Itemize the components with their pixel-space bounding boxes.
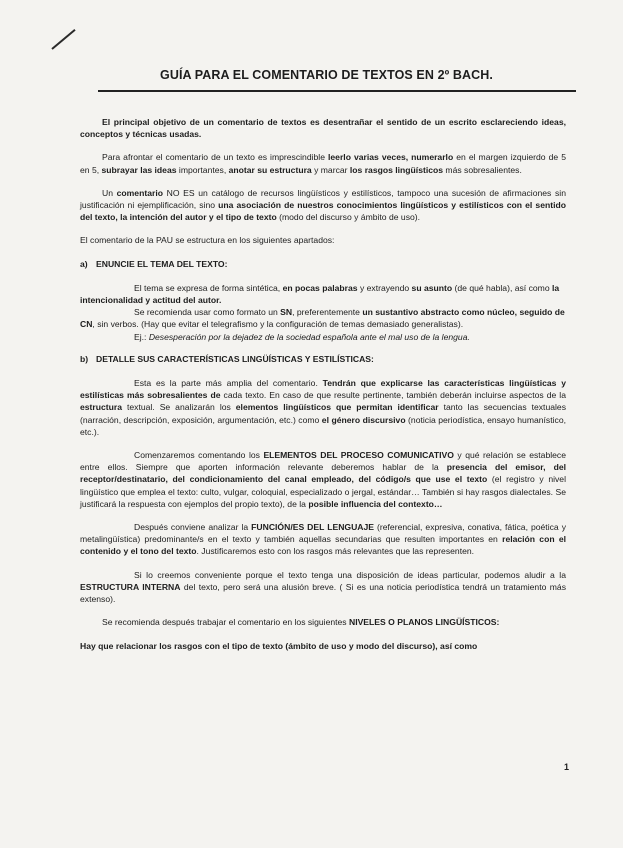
intro-paragraph: El principal objetivo de un comentario de textos es desentrañar el sentido de un escrito esclareciendo ideas, conceptos y técnicas usadas. [80, 117, 566, 140]
section-b-paragraph-5: Se recomienda después trabajar el comentario en los siguientes NIVELES O PLANOS LINGÜÍSTICOS: [102, 617, 500, 628]
section-a-line-2: Se recomienda usar como formato un SN, preferentemente un sustantivo abstracto como núcleo, seguido de CN, sin verbos. (Hay que evitar el telegrafismo y la configuración de temas demasiado generalistas). [80, 307, 565, 330]
page-number: 1 [563, 762, 569, 772]
section-b-paragraph-3: Después conviene analizar la FUNCIÓN/ES DEL LENGUAJE (referencial, expresiva, conativa, fática, poética y metalingüística) predominante/s en el texto y también aquellas secundarias que resulten importantes en relación con el contenido y el tono del texto. Justificaremos esto con los rasgos más relevantes que las representen. [80, 522, 566, 557]
document-body [80, 116, 566, 663]
page-title: GUÍA PARA EL COMENTARIO DE TEXTOS EN 2º BACH. [160, 68, 493, 82]
section-a-heading: a) ENUNCIE EL TEMA DEL TEXTO: [80, 258, 228, 269]
section-b-paragraph-4: Si lo creemos conveniente porque el texto tenga una disposición de ideas particular, podemos aludir a la ESTRUCTURA INTERNA del texto, pero será una alusión breve. ( Si es una noticia periodística tendrá un tratamiento más extenso). [80, 569, 566, 605]
approach-paragraph: Para afrontar el comentario de un texto es imprescindible leerlo varias veces, numerarlo en el margen izquierdo de 5 en 5, subrayar las ideas importantes, anotar su estructura y marcar los rasgos lingüísticos más sobresalientes. [80, 152, 566, 175]
structure-intro: El comentario de la PAU se estructura en los siguientes apartados: [80, 235, 335, 246]
section-b-paragraph-1: Esta es la parte más amplia del comentario. Tendrán que explicarse las características lingüísticas y estilísticas más sobresalientes de cada texto. En caso de que resulte pertinente, también deberán incluirse aspectos de la estructura textual. Se analizarán los elementos lingüísticos que permitan identificar tanto las secuencias textuales (narración, descripción, exposición, argumentación, etc.) como el género discursivo (noticia periodística, ensayo humanístico, etc.). [80, 378, 566, 437]
section-a-example: Ej.: Desesperación por la dejadez de la sociedad española ante el mal uso de la lengua. [134, 331, 470, 342]
definition-paragraph: Un comentario NO ES un catálogo de recursos lingüísticos y estilísticos, tampoco una sucesión de afirmaciones sin justificación ni ejemplificación, sino una asociación de nuestros conocimientos lingüísticos y estilísticos con el sentido del texto, la intención del autor y el tipo de texto (modo del discurso y ámbito de uso). [80, 187, 566, 223]
section-b-paragraph-6: Hay que relacionar los rasgos con el tipo de texto (ámbito de uso y modo del discurso), así como [80, 640, 478, 651]
section-a-body [80, 282, 566, 343]
section-a-line-1: El tema se expresa de forma sintética, en pocas palabras y extrayendo su asunto (de qué habla), así como la intencionalidad y actitud del autor. [80, 282, 560, 306]
section-b-heading: b) DETALLE SUS CARACTERÍSTICAS LINGÜÍSTICAS Y ESTILÍSTICAS: [80, 353, 374, 364]
section-b-paragraph-2: Comenzaremos comentando los ELEMENTOS DEL PROCESO COMUNICATIVO y qué relación se establece entre ellos. Siempre que aporten información relevante deberemos hablar de la presencia del emisor, del receptor/destinatario, del condicionamiento del canal empleado, del código/s que use el texto (el registro y nivel lingüístico que emplea el texto: culto, vulgar, coloquial, especializado o jergal, estándar… También si hay rasgos dialectales. Se justificará la respuesta con ejemplos del propio texto), de la posible influencia del contexto… [80, 450, 567, 509]
title-underline [98, 90, 576, 92]
pen-stroke-mark [51, 29, 75, 50]
